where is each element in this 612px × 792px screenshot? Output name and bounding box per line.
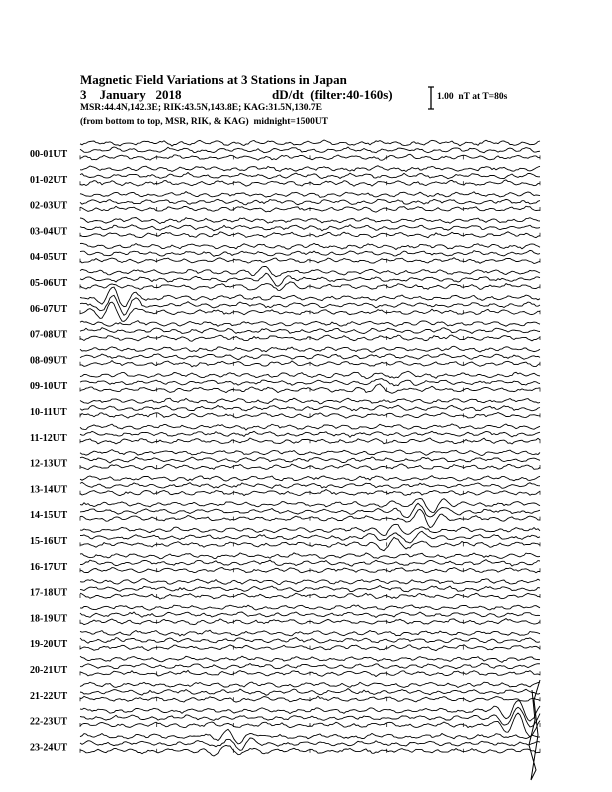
traces-layer [80, 140, 540, 780]
end-of-day-spike [529, 680, 540, 780]
trace-rik-17-18UT [80, 586, 540, 592]
trace-rik-18-19UT [80, 612, 540, 617]
trace-rik-03-04UT [80, 225, 540, 231]
hour-label: 22-23UT [30, 716, 68, 728]
trace-kag-17-18UT [80, 579, 540, 585]
trace-kag-08-09UT [80, 346, 540, 352]
hour-label: 14-15UT [30, 510, 68, 522]
trace-rik-04-05UT [80, 250, 540, 256]
trace-kag-02-03UT [80, 192, 540, 198]
trace-rik-02-03UT [80, 199, 540, 205]
trace-kag-15-16UT [80, 524, 540, 535]
trace-rik-11-12UT [80, 431, 540, 437]
trace-kag-03-04UT [80, 218, 540, 224]
hour-label: 10-11UT [30, 407, 67, 418]
hour-label: 03-04UT [30, 226, 68, 238]
trace-kag-16-17UT [80, 553, 540, 559]
hour-label: 11-12UT [30, 432, 67, 444]
hour-label: 02-03UT [30, 200, 68, 212]
trace-rik-13-14UT [80, 482, 540, 488]
trace-kag-12-13UT [80, 450, 540, 456]
trace-kag-20-21UT [80, 656, 540, 662]
hour-label: 08-09UT [30, 355, 68, 367]
scale-bar-label: 1.00 nT at T=80s [437, 92, 508, 102]
hour-label: 04-05UT [30, 252, 68, 264]
scale-bar [428, 87, 434, 109]
trace-rik-00-01UT [80, 147, 540, 153]
trace-kag-21-22UT [80, 682, 540, 687]
trace-rik-19-20UT [80, 638, 540, 644]
hour-label: 18-19UT [30, 613, 68, 625]
trace-rik-01-02UT [80, 173, 540, 179]
hour-label: 09-10UT [30, 381, 68, 393]
hour-label: 01-02UT [30, 174, 68, 186]
hour-label: 19-20UT [30, 639, 68, 651]
trace-rik-07-08UT [80, 328, 540, 334]
trace-rik-08-09UT [80, 354, 540, 360]
hour-label: 06-07UT [30, 303, 68, 315]
trace-rik-14-15UT [80, 503, 540, 517]
trace-kag-11-12UT [80, 424, 540, 430]
hour-label: 07-08UT [30, 329, 68, 341]
station-order-note: (from bottom to top, MSR, RIK, & KAG) midnight=1500UT [80, 117, 329, 127]
hour-label: 23-24UT [30, 742, 68, 754]
trace-rik-20-21UT [80, 663, 540, 669]
hour-label: 13-14UT [30, 484, 68, 496]
trace-kag-13-14UT [80, 476, 540, 481]
hour-label: 00-01UT [30, 149, 68, 160]
trace-rik-10-11UT [80, 405, 540, 411]
hour-label: 05-06UT [30, 278, 68, 289]
trace-rik-15-16UT [80, 531, 540, 543]
hour-label: 20-21UT [30, 665, 68, 676]
station-coordinates: MSR:44.4N,142.3E; RIK:43.5N,143.8E; KAG:31.5N,130.7E [80, 103, 322, 113]
trace-kag-00-01UT [80, 140, 540, 146]
hour-labels [30, 149, 68, 753]
trace-kag-05-06UT [80, 266, 540, 276]
trace-kag-07-08UT [80, 321, 540, 327]
hour-label: 16-17UT [30, 561, 68, 573]
hour-label: 12-13UT [30, 458, 68, 470]
trace-rik-21-22UT [80, 689, 540, 696]
chart-title: Magnetic Field Variations at 3 Stations in Japan [80, 72, 347, 87]
trace-rik-09-10UT [80, 379, 540, 386]
hour-label: 15-16UT [30, 536, 68, 547]
trace-rik-05-06UT [80, 273, 540, 286]
hour-label: 17-18UT [30, 587, 68, 599]
trace-kag-10-11UT [80, 398, 540, 404]
trace-kag-18-19UT [80, 605, 540, 610]
trace-kag-09-10UT [80, 371, 540, 378]
hour-label: 21-22UT [30, 690, 68, 702]
trace-rik-12-13UT [80, 457, 540, 463]
trace-kag-19-20UT [80, 630, 540, 636]
trace-kag-04-05UT [80, 243, 540, 249]
quantity-line: dD/dt (filter:40-160s) [272, 87, 393, 102]
trace-rik-16-17UT [80, 560, 540, 566]
trace-kag-23-24UT [80, 729, 540, 744]
trace-kag-01-02UT [80, 166, 540, 172]
date-line: 3 January 2018 [80, 87, 182, 102]
trace-rik-23-24UT [80, 738, 540, 750]
